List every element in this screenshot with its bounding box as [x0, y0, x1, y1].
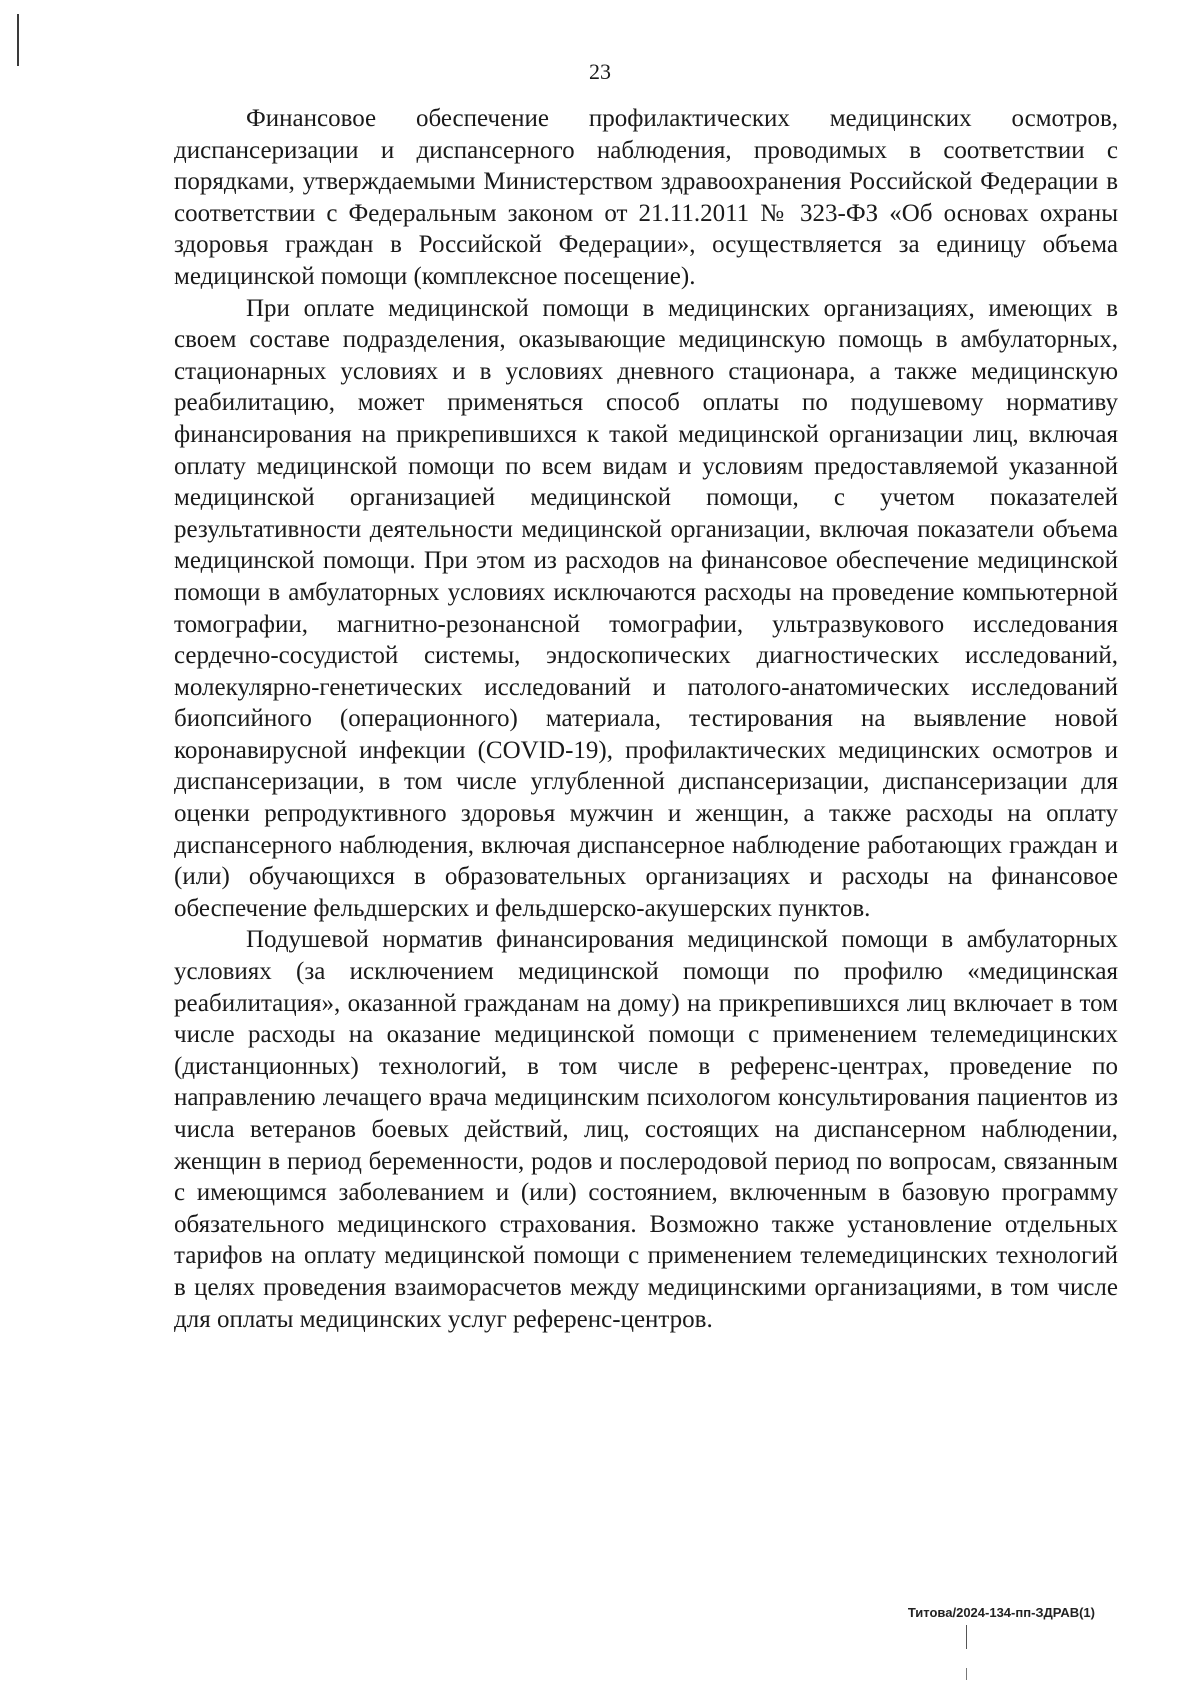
footer-scan-mark: [966, 1625, 967, 1649]
paragraph-per-capita-payment: При оплате медицинской помощи в медицинских организациях, имеющих в своем составе подразделения, оказывающие медицинскую помощь в амбулаторных, стационарных условиях и в условиях дневного стационара, а также медицинскую реабилитацию, может применяться способ оплаты по подушевому нормативу финансирования на прикрепившихся к такой медицинской организации лиц, включая оплату медицинской помощи по всем видам и условиям предоставляемой указанной медицинской организацией медицинской помощи, с учетом показателей результативности деятельности медицинской организации, включая показатели объема медицинской помощи. При этом из расходов на финансовое обеспечение медицинской помощи в амбулаторных условиях исключаются расходы на проведение компьютерной томографии, магнитно-резонансной томографии, ультразвукового исследования сердечно-сосудистой системы, эндоскопических диагностических исследований, молекулярно-генетических исследований и патолого-анатомических исследований биопсийного (операционного) материала, тестирования на выявление новой коронавирусной инфекции (COVID-19), профилактических медицинских осмотров и диспансеризации, в том числе углубленной диспансеризации, диспансеризации для оценки репродуктивного здоровья мужчин и женщин, а также расходы на оплату диспансерного наблюдения, включая диспансерное наблюдение работающих граждан и (или) обучающихся в образовательных организациях и расходы на финансовое обеспечение фельдшерских и фельдшерско-акушерских пунктов.: [174, 294, 1118, 922]
paragraph-financing-checkups: Финансовое обеспечение профилактических медицинских осмотров, диспансеризации и диспансерного наблюдения, проводимых в соответствии с порядками, утверждаемыми Министерством здравоохранения Российской Федерации в соответствии с Федеральным законом от 21.11.2011 № 323-ФЗ «Об основах охраны здоровья граждан в Российской Федерации», осуществляется за единицу объема медицинской помощи (комплексное посещение).: [174, 105, 1118, 290]
page-number: 23: [589, 59, 611, 84]
document-footer-code: Титова/2024-134-пп-ЗДРАВ(1): [907, 1605, 1095, 1620]
document-body: [174, 103, 1118, 1335]
footer-scan-mark-lower: [966, 1668, 967, 1680]
paragraph-per-capita-standard: Подушевой норматив финансирования медицинской помощи в амбулаторных условиях (за исключением медицинской помощи по профилю «медицинская реабилитация», оказанной гражданам на дому) на прикрепившихся лиц включает в том числе расходы на оказание медицинской помощи с применением телемедицинских (дистанционных) технологий, в том числе в референс-центрах, проведение по направлению лечащего врача медицинским психологом консультирования пациентов из числа ветеранов боевых действий, лиц, состоящих на диспансерном наблюдении, женщин в период беременности, родов и послеродовой период по вопросам, связанным с имеющимся заболеванием и (или) состоянием, включенным в базовую программу обязательного медицинского страхования. Возможно также установление отдельных тарифов на оплату медицинской помощи с применением телемедицинских технологий в целях проведения взаиморасчетов между медицинскими организациями, в том числе для оплаты медицинских услуг референс-центров.: [174, 926, 1118, 1333]
